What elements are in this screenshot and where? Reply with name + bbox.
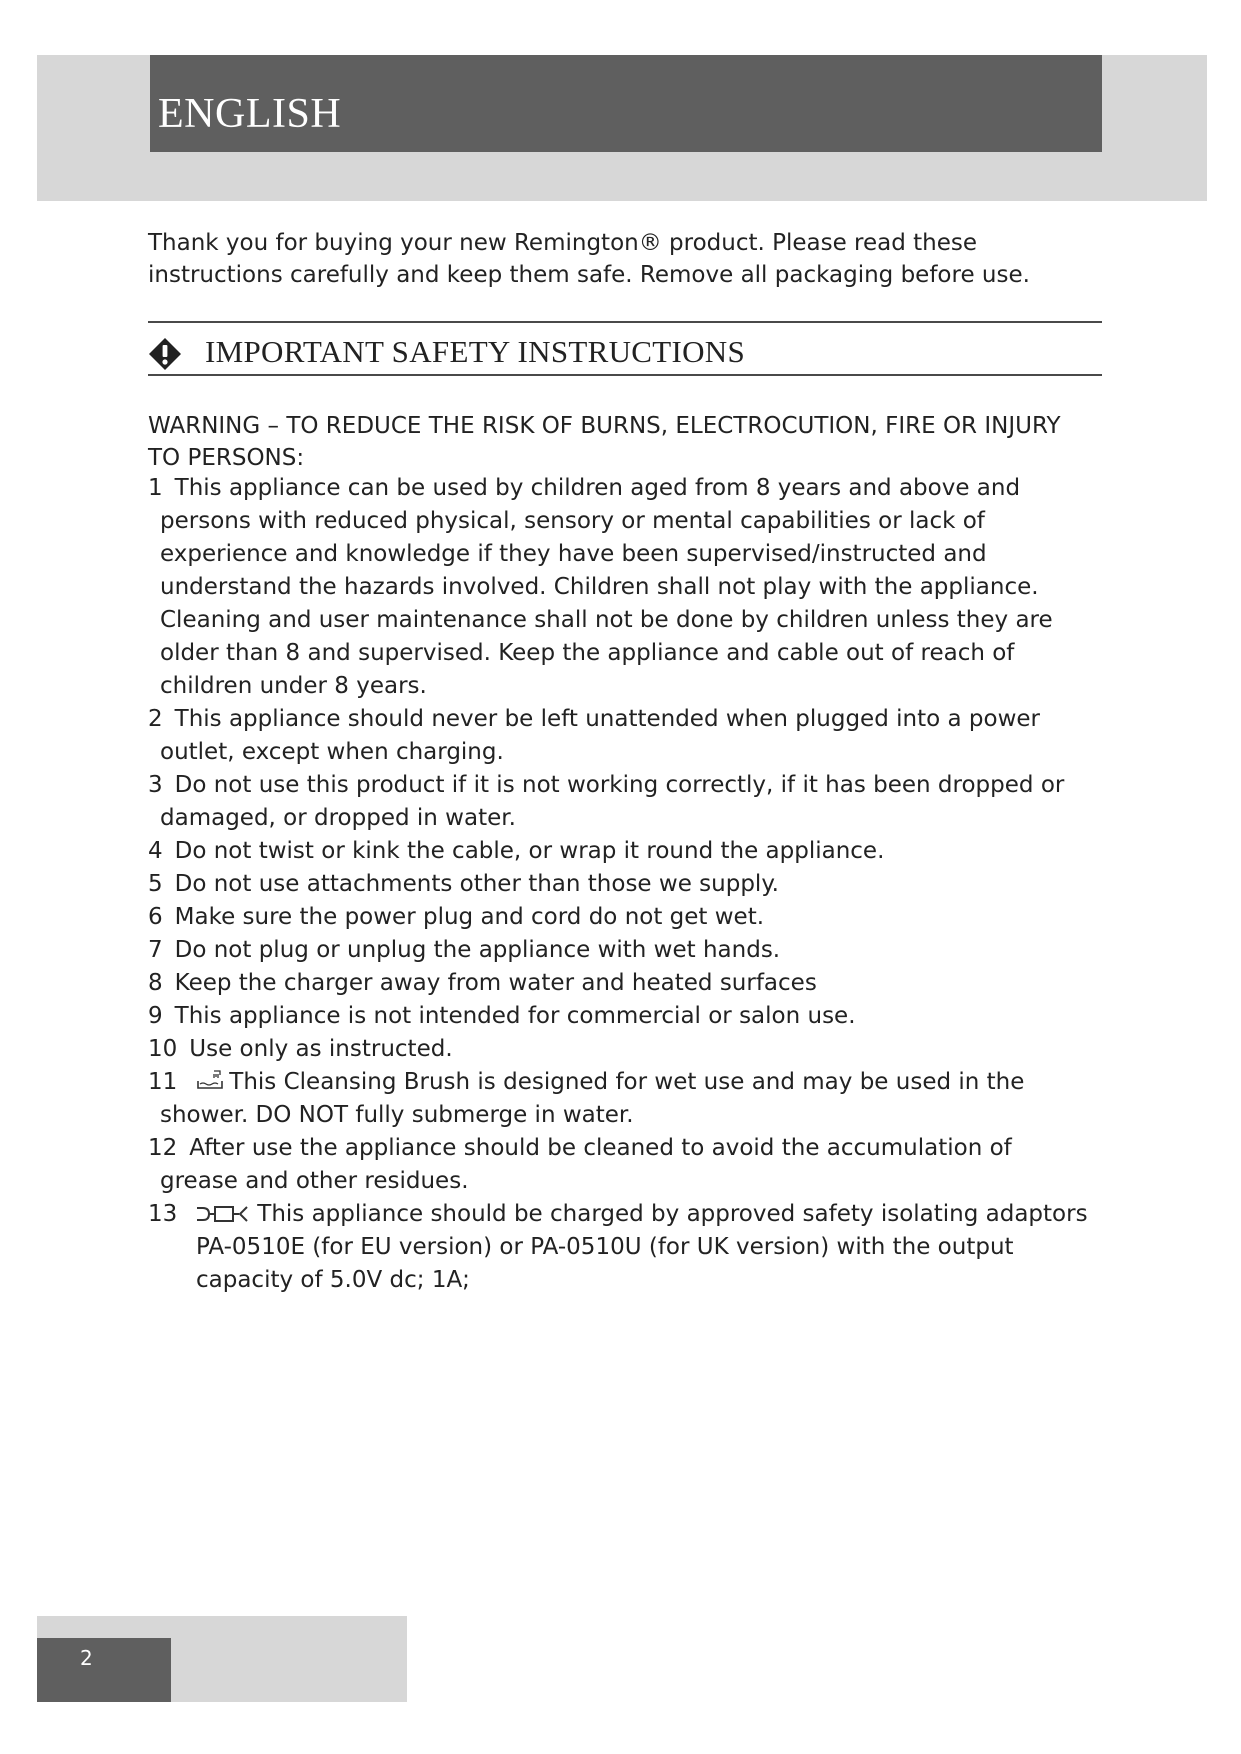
safety-list <box>148 472 1088 1297</box>
list-item: 5 Do not use attachments other than those we supply. <box>148 871 779 897</box>
list-item: 8 Keep the charger away from water and heated surfaces <box>148 970 817 996</box>
list-item: 4 Do not twist or kink the cable, or wrap it round the appliance. <box>148 838 885 864</box>
list-item: 7 Do not plug or unplug the appliance with wet hands. <box>148 937 781 963</box>
intro-paragraph: Thank you for buying your new Remington® product. Please read these instructions carefully and keep them safe. Remove all packaging before use. <box>148 230 1030 288</box>
page-number: 2 <box>80 1646 93 1670</box>
list-item: 11 This Cleansing Brush is designed for wet use and may be used in the shower. DO NOT fully submerge in water. <box>148 1069 1025 1128</box>
list-item: 6 Make sure the power plug and cord do not get wet. <box>148 904 765 930</box>
list-item: 3 Do not use this product if it is not working correctly, if it has been dropped or damaged, or dropped in water. <box>148 772 1065 831</box>
safety-isolating-transformer-icon <box>195 1204 253 1224</box>
list-item: 1 This appliance can be used by children aged from 8 years and above and persons with reduced physical, sensory or mental capabilities or lack of experience and knowledge if they have been supervised/instructed and understand the hazards involved. Children shall not play with the appliance. Cleaning and user maintenance shall not be done by children unless they are older than 8 and supervised. Keep the appliance and cable out of reach of children under 8 years. <box>148 475 1053 699</box>
warning-text: WARNING – TO REDUCE THE RISK OF BURNS, ELECTROCUTION, FIRE OR INJURY TO PERSONS: <box>148 413 1061 471</box>
heading-rule-bottom <box>148 374 1102 376</box>
page-title: ENGLISH <box>158 91 342 137</box>
list-item: 9 This appliance is not intended for commercial or salon use. <box>148 1003 856 1029</box>
shower-use-icon <box>195 1068 225 1092</box>
page-number-box <box>37 1638 171 1702</box>
list-item: 10 Use only as instructed. <box>148 1036 453 1062</box>
safety-heading: IMPORTANT SAFETY INSTRUCTIONS <box>205 334 746 369</box>
list-item: 2 This appliance should never be left unattended when plugged into a power outlet, except when charging. <box>148 706 1040 765</box>
list-item: 13 This appliance should be charged by approved safety isolating adaptors PA-0510E (for EU version) or PA-0510U (for UK version) with the output capacity of 5.0V dc; 1A; <box>148 1201 1088 1293</box>
list-item: 12 After use the appliance should be cleaned to avoid the accumulation of grease and other residues. <box>148 1135 1012 1194</box>
heading-rule-top <box>148 321 1102 323</box>
warning-diamond-icon <box>148 337 182 371</box>
